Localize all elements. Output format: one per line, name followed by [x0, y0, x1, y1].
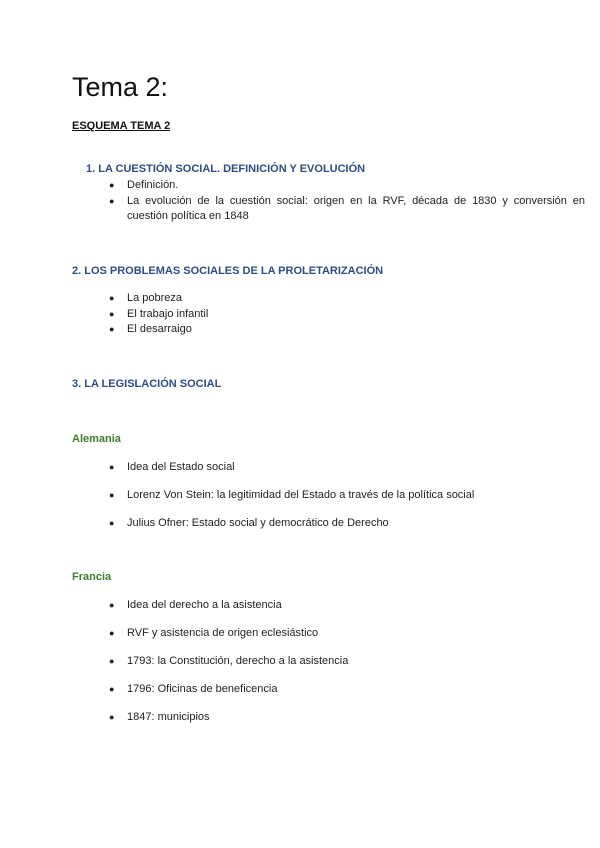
bullet-icon: ● — [109, 180, 115, 190]
bullet-icon: ● — [109, 684, 115, 694]
list-item — [109, 291, 208, 307]
bullet-icon: ● — [109, 656, 115, 666]
bullet-icon: ● — [109, 293, 115, 303]
list-item — [109, 307, 208, 323]
list-item-text: 1796: Oficinas de beneficencia — [127, 683, 278, 695]
bullet-icon: ● — [109, 600, 115, 610]
bullet-icon: ● — [109, 462, 115, 472]
subsection-heading-francia: Francia — [72, 571, 112, 583]
bullet-icon: ● — [109, 712, 115, 722]
list-item — [109, 178, 585, 194]
list-item — [109, 460, 474, 475]
list-item-text: 1847: municipios — [127, 711, 210, 723]
document-subtitle: ESQUEMA TEMA 2 — [72, 120, 171, 132]
list-item-text: Idea del Estado social — [127, 461, 235, 473]
subsection-list-francia — [109, 598, 348, 738]
list-item-text: RVF y asistencia de origen eclesiástico — [127, 627, 319, 639]
bullet-icon: ● — [109, 628, 115, 638]
list-item — [109, 516, 474, 531]
list-item-text: Julius Ofner: Estado social y democrático de Derecho — [127, 517, 389, 529]
list-item-text: 1793: la Constitución, derecho a la asistencia — [127, 655, 349, 667]
page-title: Tema 2: — [72, 72, 169, 102]
list-item-text: Definición. — [127, 179, 179, 191]
list-item-text: El trabajo infantil — [127, 307, 209, 320]
list-item — [109, 626, 348, 641]
list-item — [109, 194, 585, 225]
bullet-icon: ● — [109, 195, 115, 206]
bullet-icon: ● — [109, 490, 115, 500]
list-item — [109, 654, 348, 669]
list-item — [109, 682, 348, 697]
list-item-text: El desarraigo — [127, 323, 192, 335]
section-list-cuestion-social — [109, 178, 585, 225]
section-heading-problemas-sociales: 2. LOS PROBLEMAS SOCIALES DE LA PROLETARIZACIÓN — [72, 265, 384, 277]
section-heading-cuestion-social: 1. LA CUESTIÓN SOCIAL. DEFINICIÓN Y EVOLUCIÓN — [86, 163, 366, 175]
list-item — [109, 322, 208, 338]
list-item — [109, 488, 474, 503]
list-item — [109, 598, 348, 613]
list-item-text: Lorenz Von Stein: la legitimidad del Estado a través de la política social — [127, 489, 475, 501]
section-heading-legislacion-social: 3. LA LEGISLACIÓN SOCIAL — [72, 378, 222, 390]
bullet-icon: ● — [109, 308, 115, 319]
bullet-icon: ● — [109, 324, 115, 334]
list-item — [109, 710, 348, 725]
list-item-text: La evolución de la cuestión social: origen en la RVF, década de 1830 y conversión en cuestión política en 1848 — [127, 194, 585, 222]
list-item-text: La pobreza — [127, 292, 183, 304]
bullet-icon: ● — [109, 518, 115, 528]
subsection-heading-alemania: Alemania — [72, 433, 121, 445]
section-list-problemas-sociales — [109, 291, 208, 338]
subsection-list-alemania — [109, 460, 474, 544]
list-item-text: Idea del derecho a la asistencia — [127, 599, 282, 611]
